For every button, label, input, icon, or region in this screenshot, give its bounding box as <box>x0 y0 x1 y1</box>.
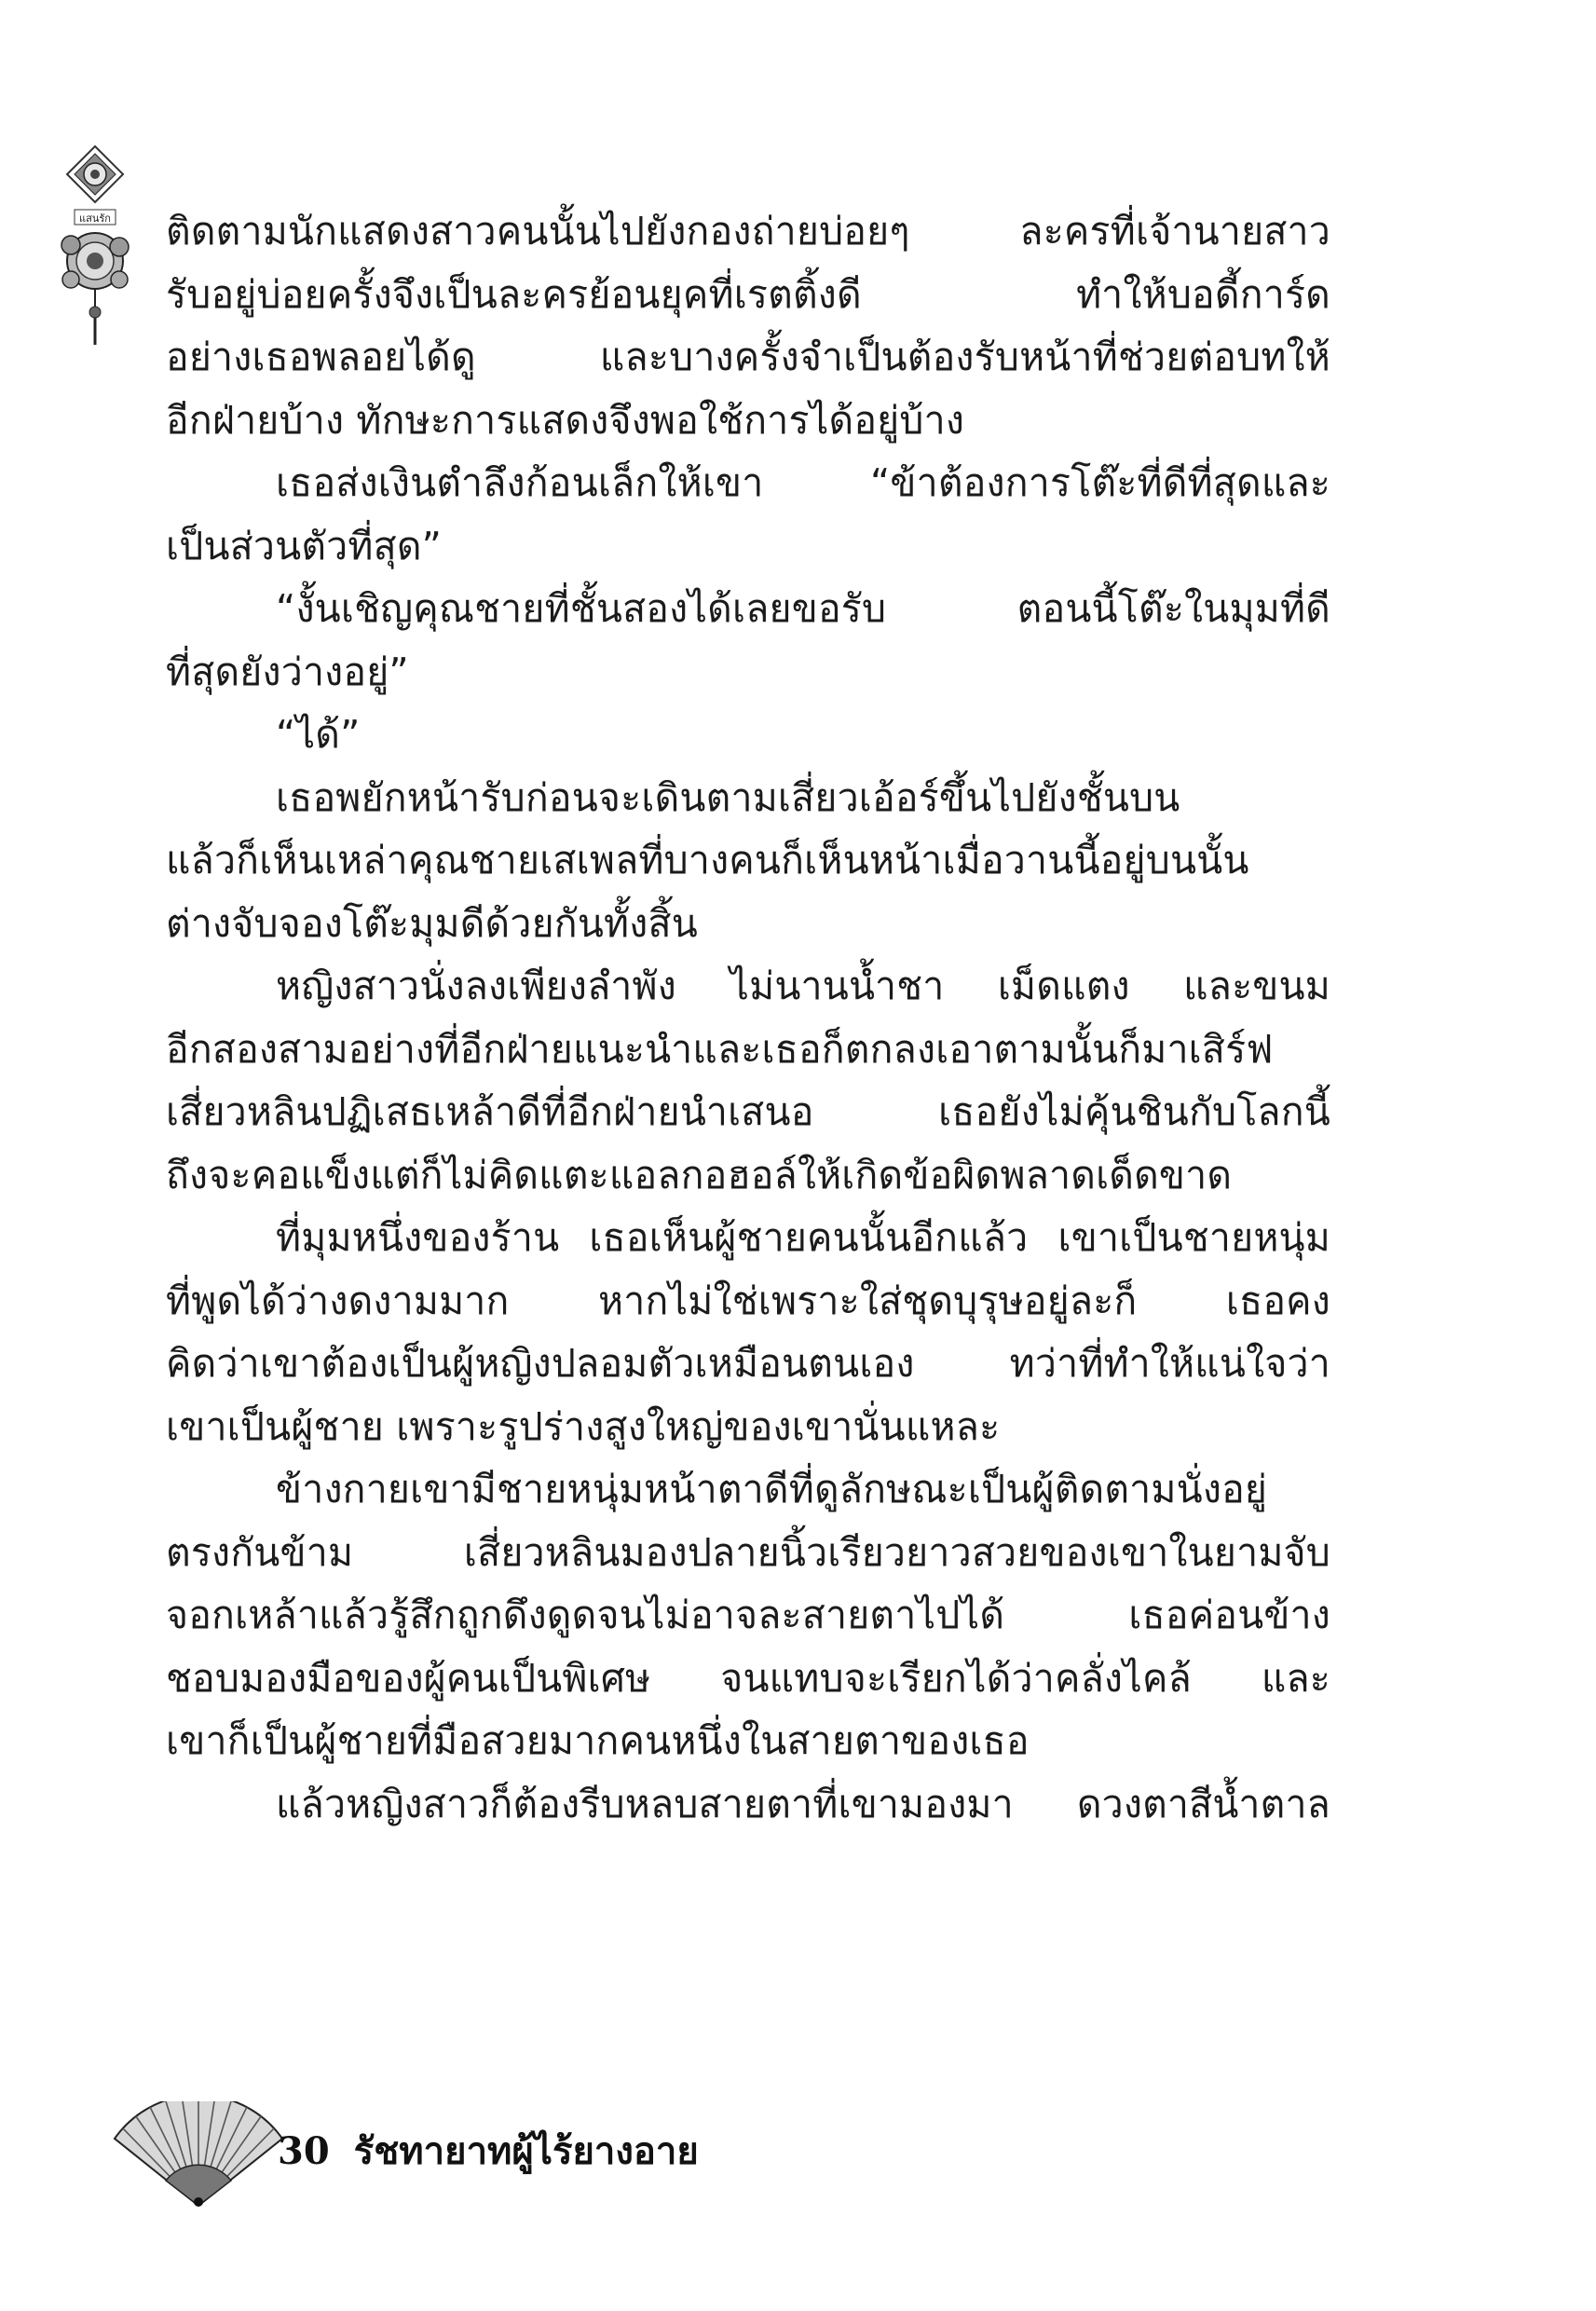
text-line: หญิงสาวนั่งลงเพียงลำพัง ไม่นานน้ำชา เม็ดแตง และขนม <box>276 964 1330 1008</box>
text-line: แล้วก็เห็นเหล่าคุณชายเสเพลที่บางคนก็เห็นหน้าเมื่อวานนี้อยู่บนนั้น <box>166 838 1249 882</box>
text-line: ติดตามนักแสดงสาวคนนั้นไปยังกองถ่ายบ่อยๆ ละครที่เจ้านายสาว <box>166 209 1330 253</box>
text-line: เสี่ยวหลินปฏิเสธเหล้าดีที่อีกฝ่ายนำเสนอ เธอยังไม่คุ้นชินกับโลกนี้ <box>166 1089 1330 1134</box>
text-line: อีกสองสามอย่างที่อีกฝ่ายแนะนำและเธอก็ตกลงเอาตามนั้นก็มาเสิร์ฟ <box>166 1026 1274 1072</box>
text-line: “งั้นเชิญคุณชายที่ชั้นสองได้เลยขอรับ ตอนนี้โต๊ะในมุมที่ดี <box>276 586 1330 631</box>
text-line: เขาเป็นผู้ชาย เพราะรูปร่างสูงใหญ่ของเขานั่นแหละ <box>166 1403 1001 1449</box>
text-line: จอกเหล้าแล้วรู้สึกถูกดึงดูดจนไม่อาจละสายตาไปได้ เธอค่อนข้าง <box>166 1593 1330 1637</box>
text-line: คิดว่าเขาต้องเป็นผู้หญิงปลอมตัวเหมือนตนเอง ทว่าที่ทำให้แน่ใจว่า <box>166 1341 1330 1386</box>
text-line: ที่สุดยังว่างอยู่” <box>166 649 409 694</box>
page-footer <box>278 2121 699 2181</box>
text-line: แล้วหญิงสาวก็ต้องรีบหลบสายตาที่เขามองมา ดวงตาสีน้ำตาล <box>276 1781 1330 1826</box>
text-line: อีกฝ่ายบ้าง ทักษะการแสดงจึงพอใช้การได้อยู่บ้าง <box>166 397 965 443</box>
floral-ornament-icon <box>58 144 132 349</box>
text-line: ที่มุมหนึ่งของร้าน เธอเห็นผู้ชายคนนั้นอีกแล้ว เขาเป็นชายหนุ่ม <box>276 1215 1330 1260</box>
body-text <box>166 203 1330 1839</box>
page-number: 30 <box>278 2129 330 2173</box>
text-line: เป็นส่วนตัวที่สุด” <box>166 523 443 568</box>
book-title: รัชทายาทผู้ไร้ยางอาย <box>353 2129 699 2173</box>
folding-fan-icon <box>110 2101 287 2208</box>
ornament-label: แสนรัก <box>79 212 111 225</box>
text-line: “ได้” <box>276 712 361 757</box>
text-line: เธอพยักหน้ารับก่อนจะเดินตามเสี่ยวเอ้อร์ขึ้นไปยังชั้นบน <box>276 774 1180 820</box>
text-line: อย่างเธอพลอยได้ดู และบางครั้งจำเป็นต้องรับหน้าที่ช่วยต่อบทให้ <box>166 335 1330 379</box>
text-line: รับอยู่บ่อยครั้งจึงเป็นละครย้อนยุคที่เรตติ้งดี ทำให้บอดี้การ์ด <box>166 271 1330 317</box>
text-line: ตรงกันข้าม เสี่ยวหลินมองปลายนิ้วเรียวยาวสวยของเขาในยามจับ <box>166 1529 1330 1575</box>
text-line: ถึงจะคอแข็งแต่ก็ไม่คิดแตะแอลกอฮอล์ให้เกิดข้อผิดพลาดเด็ดขาด <box>166 1152 1233 1197</box>
text-line: ที่พูดได้ว่างดงามมาก หากไม่ใช่เพราะใส่ชุดบุรุษอยู่ละก็ เธอคง <box>166 1278 1330 1323</box>
text-line: ข้างกายเขามีชายหนุ่มหน้าตาดีที่ดูลักษณะเป็นผู้ติดตามนั่งอยู่ <box>276 1467 1268 1511</box>
text-line: เธอส่งเงินตำลึงก้อนเล็กให้เขา “ข้าต้องการโต๊ะที่ดีที่สุดและ <box>276 460 1330 505</box>
text-line: เขาก็เป็นผู้ชายที่มือสวยมากคนหนึ่งในสายตาของเธอ <box>166 1718 1030 1763</box>
text-line: ชอบมองมือของผู้คนเป็นพิเศษ จนแทบจะเรียกได้ว่าคลั่งไคล้ และ <box>166 1655 1330 1701</box>
text-line: ต่างจับจองโต๊ะมุมดีด้วยกันทั้งสิ้น <box>166 900 698 946</box>
